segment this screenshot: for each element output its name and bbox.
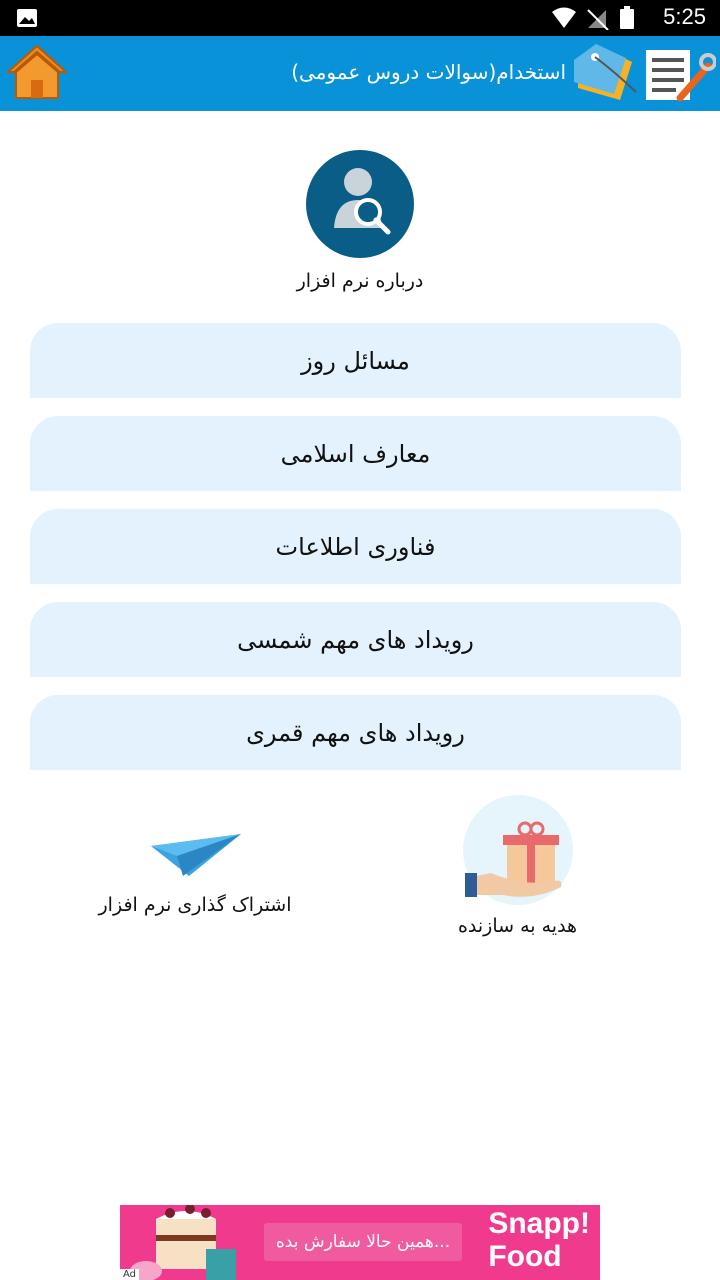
about-label: درباره نرم افزار	[296, 270, 424, 292]
menu-item-lunar-events[interactable]: رویداد های مهم قمری	[30, 695, 681, 770]
clock: 5:25	[663, 4, 706, 29]
ad-brand-line2: Food	[488, 1240, 562, 1273]
user-search-icon	[306, 150, 414, 258]
about-circle[interactable]	[306, 150, 414, 258]
category-menu	[30, 323, 681, 788]
ad-tag: Ad	[120, 1269, 139, 1280]
wifi-icon	[552, 8, 576, 29]
menu-item-solar-events[interactable]: رویداد های مهم شمسی	[30, 602, 681, 677]
ad-cta[interactable]: همین حالا سفارش بده...	[264, 1223, 462, 1261]
image-notification-icon	[16, 8, 38, 28]
gift-hand-icon	[463, 795, 573, 905]
about-app[interactable]	[0, 150, 720, 292]
battery-icon	[620, 9, 634, 29]
ad-banner[interactable]	[120, 1205, 600, 1280]
share-label: اشتراک گذاری نرم افزار	[98, 894, 292, 916]
tag-icon	[570, 42, 640, 106]
gift-to-developer[interactable]	[430, 795, 605, 937]
status-bar	[0, 0, 720, 36]
app-bar	[0, 36, 720, 111]
menu-item-current-issues[interactable]: مسائل روز	[30, 323, 681, 398]
cake-image-icon	[130, 1205, 250, 1280]
settings-tools-icon[interactable]	[644, 46, 716, 106]
menu-item-islamic-knowledge[interactable]: معارف اسلامی	[30, 416, 681, 491]
home-icon[interactable]	[6, 42, 68, 102]
ad-brand-line1: Snapp!	[488, 1207, 590, 1240]
page-title: استخدام(سوالات دروس عمومی)	[291, 60, 566, 84]
gift-circle[interactable]	[463, 795, 573, 905]
gift-label: هدیه به سازنده	[457, 915, 578, 937]
bottom-actions	[0, 795, 720, 955]
ad-brand	[488, 1207, 590, 1273]
share-app[interactable]	[90, 820, 300, 916]
menu-item-information-technology[interactable]: فناوری اطلاعات	[30, 509, 681, 584]
system-status-icons	[550, 6, 646, 30]
paper-plane-icon	[145, 820, 245, 880]
